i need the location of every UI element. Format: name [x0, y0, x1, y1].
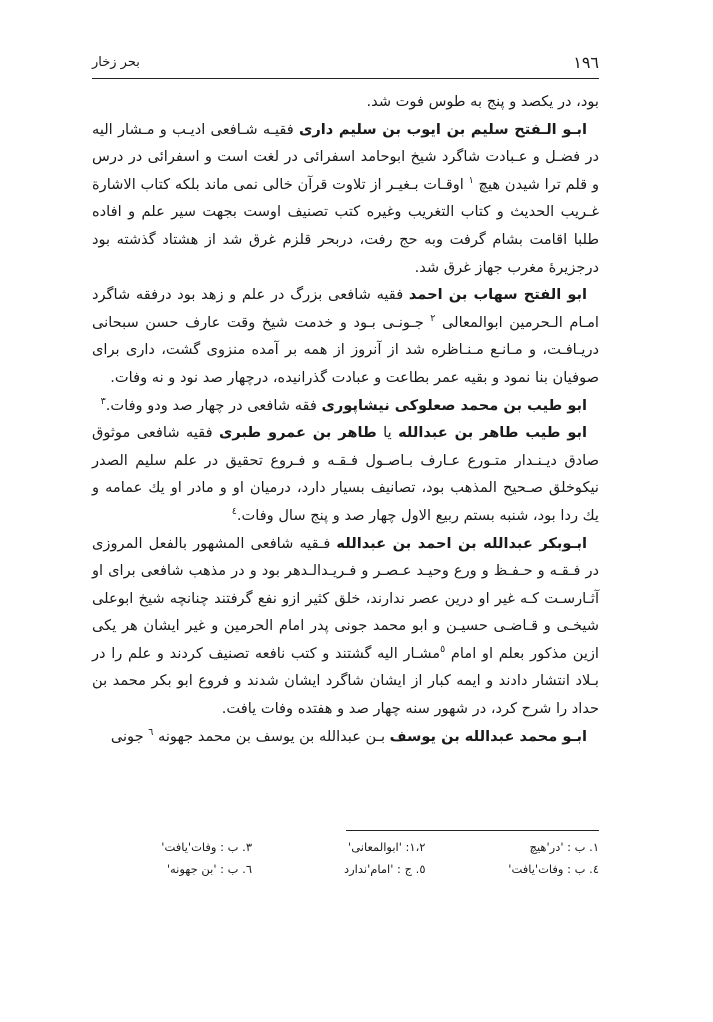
paragraph-text: فـقیه شافعی المشهور بالفعل المروزی در فـقـه و حـفـظ و ورع وحیـد عـصـر و فـریـدالـدهر بود و در مذهب شافعی برای او آثـارسـت کـه غیر او درین عصر ندارند، خلق کثیر ازو نفع گرفتند چنانچه شیخ ابوعلی شیخـی و قـاضـی حسیـن و ابو محمد جونی پدر امام الحرمین و غیر ایشان هر یکی ازین مذکور بعلم او امام — [92, 534, 599, 662]
paragraph-text: اوقـات بـغیـر از تلاوت قرآن خالی نمی ماند بلکه کتاب الاشارة غـریب الحدیث و کتاب التغریب وغیره کتب تصنیف اوست بجهت سیر علم و افاده طلبا اقامت بشام گرفت وبه حج رفت، دربحر قلزم غرق شد از هشتاد گذشته بود درجزیرهٔ مغرب جهاز غرق شد. — [92, 175, 599, 276]
entry-name: ابو الفتح سهاب بن احمد — [408, 286, 587, 304]
footnote: ۱. ب : 'در'هیچ — [529, 840, 599, 854]
page-header — [92, 50, 599, 74]
entry-name: ابو طیب طاهر بن عبدالله — [398, 424, 587, 442]
paragraph-text: فقیه شافعی بزرگ در علم و زهد بود درفقه شاگرد امـام الـحرمین ابوالمعالی — [92, 286, 599, 331]
footnote-ref: ۳ — [100, 395, 106, 407]
paragraph-text: مشـار الیه گشتند و کتب نافعه تصنیف کردند و علم را در بـلاد انتشار دادند و ایمه کبار از ایشان شاگرد ایشان شدند و فروع ابو بکر محمد بن حداد را شرح کرد، در شهور سنه چهار صد و هفتده وفات یافت. — [92, 644, 599, 718]
entry-name: طاهر بن عمرو طبری — [219, 424, 377, 442]
entry-name: ابـو الـفتح سلیم بن ایوب بن سلیم داری — [298, 120, 587, 138]
paragraph-text: جونی — [110, 727, 149, 745]
paragraph-text: جـونـی بـود و خدمت شیخ وقت عارف حسن سبحانی دریـافـت، و مـانـع مـنـاظره شد از آنروز از همه بر آمده منزوی گشت، داری برای صوفیان بنا نمود و بقیه عمر بطاعت و عبادت گذرانیده، درچهار صد نود و نه وفات. — [92, 313, 599, 386]
paragraph — [92, 88, 599, 116]
entry-name: ابـو محمد عبدالله بن یوسف — [389, 727, 587, 745]
footnote: ۱،۲: 'ابوالمعانی' — [348, 840, 426, 854]
entry-name: ابـوبکر عبدالله بن احمد بن عبدالله — [336, 534, 587, 552]
footnote: ٤. ب : وفات'یافت' — [508, 862, 599, 876]
footnotes — [92, 836, 599, 880]
footnote-ref: ۲ — [430, 312, 436, 324]
footnote-ref: ٦ — [148, 726, 154, 738]
footnote-row — [92, 858, 599, 880]
header-rule — [92, 78, 599, 79]
paragraph-text: فقیه شافعی موثوق صادق دیـنـدار متـورع عـارف بـاصـول فـقـه و فـروع تحقیق در علم سلیم الصدر نیکوخلق صـحیح المذهب بود، تصانیف بسیار دارد، درمیان او و مادر او یك عمامه و یك ردا بود، شنبه بستم ربیع الاول چهار صد و پنج سال وفات. — [92, 424, 599, 524]
paragraph — [92, 392, 599, 420]
footnote-ref: ٥ — [440, 644, 446, 656]
paragraph-text: فقیـه شـافعی ادیـب و مـشار الیه در فضـل و عـبادت شاگرد شیخ ابوحامد اسفرائی در لغت است و اسفرائی در درس و قلم ترا شیدن هیچ — [92, 120, 599, 193]
paragraph-text: بـن عبدالله بن یوسف بن محمد جهونه — [153, 727, 390, 745]
paragraph — [92, 116, 599, 282]
paragraph — [92, 281, 599, 391]
paragraph — [92, 419, 599, 529]
paragraph — [92, 723, 599, 751]
entry-name: ابو طیب بن محمد صعلوکی نیشاپوری — [321, 396, 587, 414]
footnote: ٥. ج : 'امام'ندارد — [343, 862, 426, 876]
footnote: ۳. ب : وفات'یافت' — [161, 840, 252, 854]
footnote-rule — [346, 830, 599, 831]
paragraph-text: فقه شافعی در چهار صد ودو وفات. — [105, 396, 322, 414]
footnote-row — [92, 836, 599, 858]
paragraph — [92, 530, 599, 723]
footnote-ref: ٤ — [231, 506, 237, 518]
page-number: ۱۹٦ — [573, 52, 599, 72]
running-title: بحر زخار — [92, 54, 140, 70]
footnote: ٦. ب : 'بن جهونه' — [166, 862, 252, 876]
footnote-ref: ۱ — [468, 174, 474, 186]
paragraph-text: بود، در یکصد و پنج به طوس فوت شد. — [366, 93, 599, 110]
body-text — [92, 88, 599, 750]
paragraph-text: یا — [376, 424, 399, 442]
